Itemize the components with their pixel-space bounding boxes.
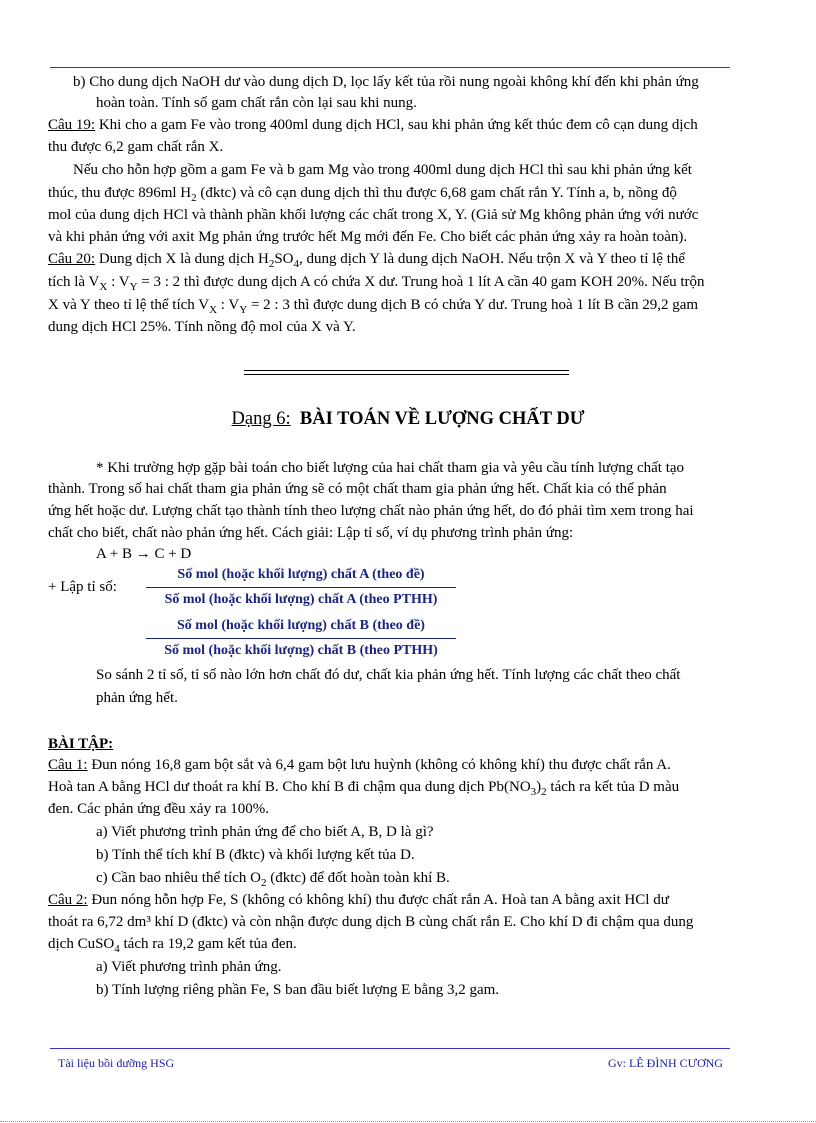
intro-line3: ứng hết hoặc dư. Lượng chất tạo thành tính theo lượng chất nào phản ứng hết, do đó phải tìm xem trong hai (48, 503, 694, 519)
exercise-1: Câu 1: Đun nóng 16,8 gam bột sắt và 6,4 gam bột lưu huỳnh (không có không khí) thu được chất rắn A. (48, 757, 671, 773)
question-19-label: Câu 19: (48, 117, 96, 133)
intro-line2: thành. Trong số hai chất tham gia phản ứng sẽ có một chất tham gia phản ứng hết. Chất kia có thể phản (48, 481, 667, 497)
prev-item-b: b) Cho dung dịch NaOH dư vào dung dịch D, lọc lấy kết tủa rồi nung ngoài không khí đến khi phản ứng (73, 74, 699, 90)
page-bottom-dotted-rule (0, 1121, 816, 1122)
question-19: Câu 19: Khi cho a gam Fe vào trong 400ml dung dịch HCl, sau khi phản ứng kết thúc đem cô cạn dung dịch (48, 117, 698, 133)
intro-line4: chất cho biết, chất nào phản ứng hết. Cách giải: Lập tỉ số, ví dụ phương trình phản ứng: (48, 525, 574, 541)
exercise-2-line3: dịch CuSO$_4$ tách ra 19,2 gam kết tủa đen. (48, 936, 297, 955)
ratio-fraction-a (146, 565, 456, 610)
exercise-2-a: a) Viết phương trình phản ứng. (96, 959, 282, 975)
question-20-line3: X và Y theo tỉ lệ thể tích $V_X$ : $V_Y = 2$ : 3 thì được dung dịch B có chứa Y dư. Trung hoà 1 lít B cần 29,2 gam (48, 297, 699, 316)
question-20: Câu 20: Dung dịch X là dung dịch $H_2SO_4$, dung dịch Y là dung dịch NaOH. Nếu trộn X và Y theo tỉ lệ thể (48, 251, 686, 270)
question-20-line2: tích là $V_X$ : $V_Y = 3$ : 2 thì được dung dịch A có chứa X dư. Trung hoà 1 lít A cần 40 gam KOH 20%. Nếu trộn (48, 274, 705, 293)
footer-right: Gv: LÊ ĐÌNH CƯƠNG (608, 1056, 723, 1070)
header-rule (50, 67, 730, 68)
exercise-1-a: a) Viết phương trình phản ứng để cho biết A, B, D là gì? (96, 824, 434, 840)
exercise-2-label: Câu 2: (48, 892, 88, 908)
footer-left: Tài liệu bồi dưỡng HSG (58, 1056, 175, 1070)
fraction-a-numerator: Số mol (hoặc khối lượng) chất A (theo đề) (146, 565, 456, 588)
question-20-label: Câu 20: (48, 251, 96, 267)
question-19-p2-line2: thúc, thu được 896ml $H_2$ (đktc) và cô cạn dung dịch thì thu được 6,68 gam chất rắn Y. Tính a, b, nồng độ (48, 185, 677, 204)
ratio-fraction-b (146, 616, 456, 661)
footer-rule (50, 1048, 730, 1049)
exercise-2-line2: thoát ra 6,72 dm³ khí D (đktc) và còn nhận được dung dịch B cùng chất rắn E. Cho khí D đi chậm qua dung (48, 914, 694, 930)
question-20-line4: dung dịch HCl 25%. Tính nồng độ mol của X và Y. (48, 319, 356, 335)
exercise-1-line2: Hoà tan A bằng HCl dư thoát ra khí B. Cho khí B đi chậm qua dung dịch $Pb(NO_3)_2$ tách ra kết tủa D màu (48, 779, 680, 798)
question-19-p2-line4: và khi phản ứng với axit Mg phản ứng trước hết Mg mới đến Fe. Cho biết các phản ứng xảy ra hoàn toàn). (48, 229, 688, 245)
exercise-1-label: Câu 1: (48, 757, 88, 773)
prev-item-b-line2: hoàn toàn. Tính số gam chất rắn còn lại sau khi nung. (96, 95, 417, 111)
question-19-p2-line1: Nếu cho hỗn hợp gồm a gam Fe và b gam Mg vào trong 400ml dung dịch HCl thì sau khi phản ứng kết (73, 162, 692, 178)
question-19-line2: thu được 6,2 gam chất rắn X. (48, 139, 224, 155)
ratio-label: + Lập tỉ số: (48, 579, 117, 595)
fraction-b-numerator: Số mol (hoặc khối lượng) chất B (theo đề) (146, 616, 456, 639)
exercise-1-c: c) Cần bao nhiêu thể tích $O_2$ (đktc) để đốt hoàn toàn khí B. (96, 870, 450, 889)
compare-paragraph: So sánh 2 tỉ số, tỉ số nào lớn hơn chất đó dư, chất kia phản ứng hết. Tính lượng các chất theo chất (96, 667, 681, 683)
reaction-equation: A + B → C + D (96, 546, 192, 562)
exercise-2-b: b) Tính lượng riêng phần Fe, S ban đầu biết lượng E bằng 3,2 gam. (96, 982, 500, 998)
compare-line2: phản ứng hết. (96, 690, 178, 706)
intro-paragraph: * Khi trường hợp gặp bài toán cho biết lượng của hai chất tham gia và yêu cầu tính lượng chất tạo (96, 460, 685, 476)
exercise-1-line3: đen. Các phản ứng đều xảy ra 100%. (48, 801, 269, 817)
exercises-heading: BÀI TẬP: (48, 736, 114, 752)
fraction-b-denominator: Số mol (hoặc khối lượng) chất B (theo PTHH) (164, 643, 438, 658)
question-19-p2-line3: mol của dung dịch HCl và thành phần khối lượng các chất trong X, Y. (Giả sử Mg không phản ứng với nước (48, 207, 699, 223)
section-divider (244, 370, 569, 375)
exercise-1-b: b) Tính thể tích khí B (đktc) và khối lượng kết tủa D. (96, 847, 415, 863)
exercise-2: Câu 2: Đun nóng hỗn hợp Fe, S (không có không khí) thu được chất rắn A. Hoà tan A bằng axit HCl dư (48, 892, 669, 908)
section-label: Dạng 6: (231, 409, 291, 429)
fraction-a-denominator: Số mol (hoặc khối lượng) chất A (theo PTHH) (164, 592, 438, 607)
section-title: Dạng 6: BÀI TOÁN VỀ LƯỢNG CHẤT DƯ (231, 409, 585, 429)
